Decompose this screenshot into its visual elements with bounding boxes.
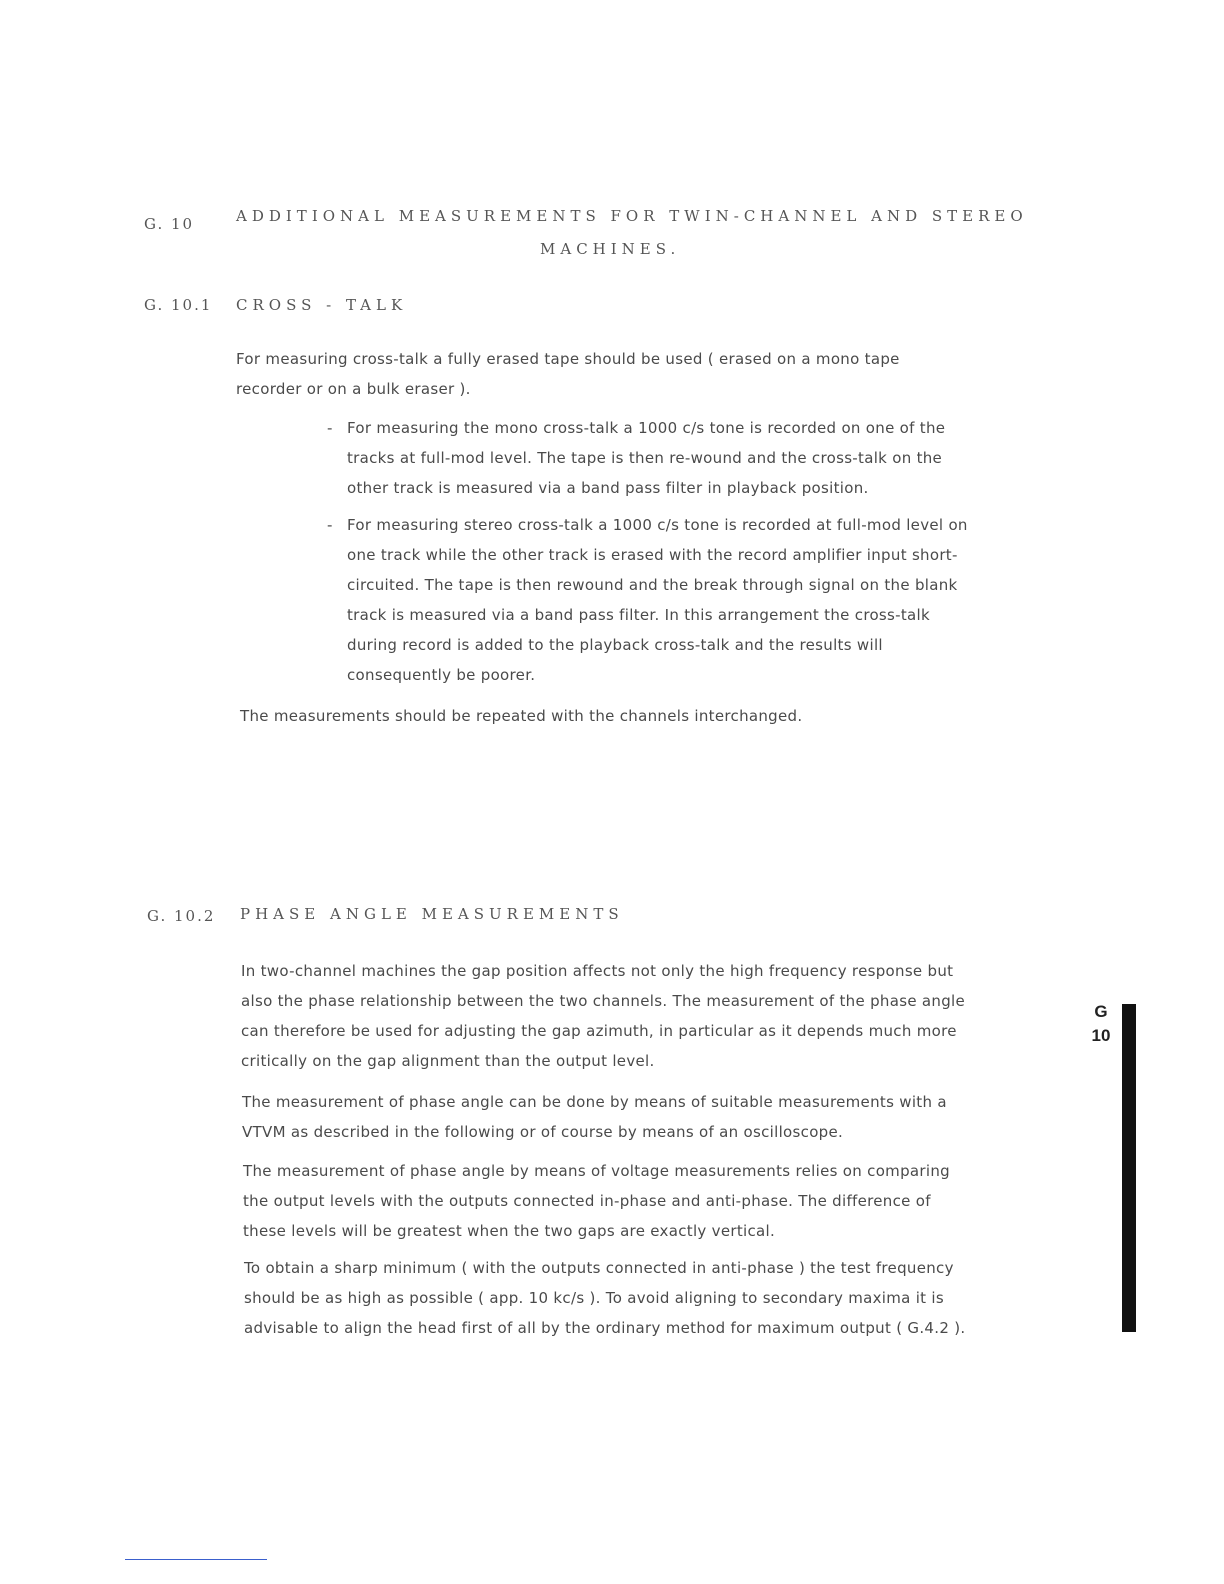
bullet-marker: - — [327, 516, 333, 534]
side-tab-bar — [1122, 1004, 1136, 1332]
side-tab-letter: G — [1094, 1002, 1108, 1021]
section-title-g10: ADDITIONAL MEASUREMENTS FOR TWIN-CHANNEL AND STEREO — [236, 207, 1028, 225]
footer-rule — [125, 1559, 267, 1560]
section-title-g10-continued: MACHINES. — [540, 240, 681, 258]
section-title-g102: PHASE ANGLE MEASUREMENTS — [240, 905, 624, 923]
bullet-text: For measuring stereo cross-talk a 1000 c/s tone is recorded at full-mod level on one track while the other track is erased with the record amplifier input short-circuited. The tape is then rewound and the break through signal on the blank track is measured via a band pass filter. In this arrangement the cross-talk during record is added to the playback cross-talk and the results will consequently be poorer. — [347, 516, 968, 684]
bullet-marker: - — [327, 419, 333, 437]
cross-talk-intro: For measuring cross-talk a fully erased tape should be used ( erased on a mono tape recorder or on a bulk eraser ). — [236, 350, 900, 398]
section-number-g102: G. 10.2 — [147, 907, 216, 925]
phase-paragraph-1: In two-channel machines the gap position affects not only the high frequency response but also the phase relationship between the two channels. The measurement of the phase angle can therefore be used for adjusting the gap azimuth, in particular as it depends much more critically on the gap alignment than the output level. — [241, 962, 966, 1070]
phase-paragraph-3: The measurement of phase angle by means of voltage measurements relies on comparing the output levels with the outputs connected in-phase and anti-phase. The difference of these levels will be greatest when the two gaps are exactly vertical. — [243, 1162, 950, 1240]
bullet-text: For measuring the mono cross-talk a 1000 c/s tone is recorded on one of the tracks at full-mod level. The tape is then re-wound and the cross-talk on the other track is measured via a band pass filter in playback position. — [347, 419, 946, 497]
phase-paragraph-2: The measurement of phase angle can be done by means of suitable measurements with a VTVM as described in the following or of course by means of an oscilloscope. — [242, 1093, 947, 1141]
bullet-stereo-cross-talk — [327, 510, 972, 690]
side-tab-number: 10 — [1091, 1026, 1111, 1045]
section-number-g10: G. 10 — [144, 215, 195, 233]
phase-paragraph-4: To obtain a sharp minimum ( with the outputs connected in anti-phase ) the test frequency should be as high as possible ( app. 10 kc/s ). To avoid aligning to secondary maxima it is advisable to align the head first of all by the ordinary method for maximum output ( G.4.2 ). — [244, 1259, 966, 1337]
cross-talk-closing: The measurements should be repeated with the channels interchanged. — [240, 707, 803, 725]
section-number-g101: G. 10.1 — [144, 296, 213, 314]
bullet-mono-cross-talk — [327, 413, 972, 503]
section-title-g101: CROSS - TALK — [236, 296, 408, 314]
